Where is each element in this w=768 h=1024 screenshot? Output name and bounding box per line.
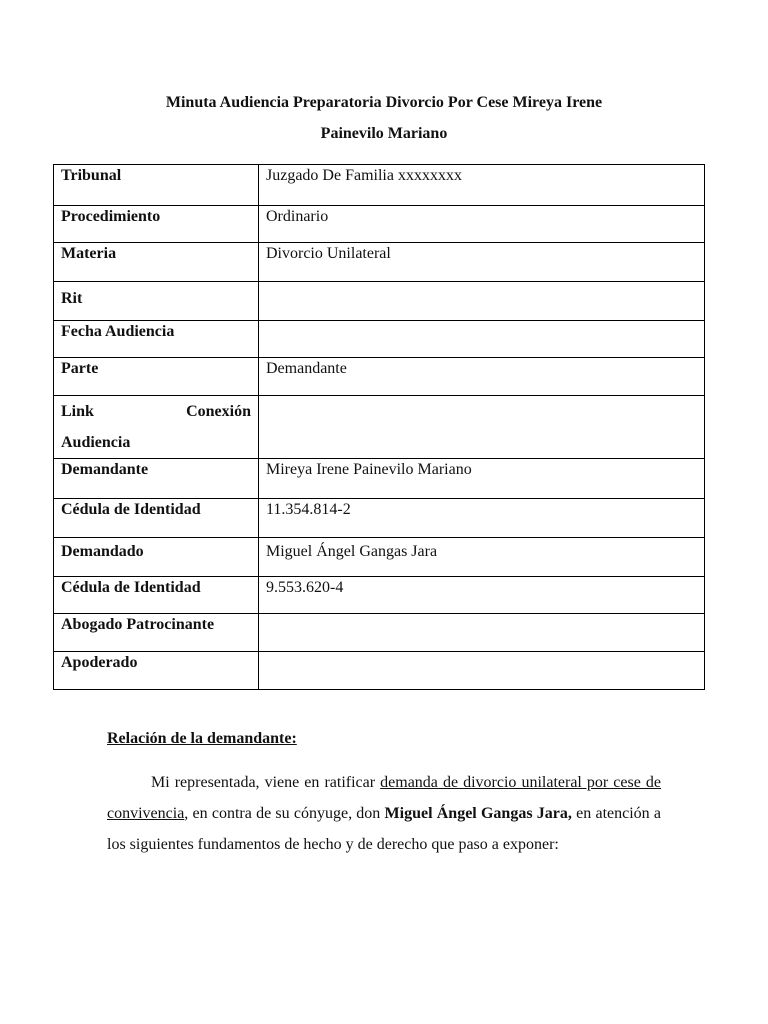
row-value-materia: Divorcio Unilateral [259,243,705,282]
row-label-demandante: Demandante [54,459,259,499]
row-label-parte: Parte [54,358,259,396]
row-value-demandante: Mireya Irene Painevilo Mariano [259,459,705,499]
table-row [54,321,705,358]
para-text-3: en atención a los siguientes fundamentos de hecho y de derecho que paso a exponer: [107,805,662,853]
row-value-procedimiento: Ordinario [259,206,705,243]
table-row [54,499,705,538]
document-title-line-2: Painevilo Mariano [320,125,448,142]
case-info-table [53,164,705,690]
table-row [54,206,705,243]
para-text-2: , en contra de su cónyuge, don [184,805,385,822]
table-row [54,358,705,396]
table-row [54,538,705,577]
row-label-rit: Rit [54,282,259,321]
row-value-parte: Demandante [259,358,705,396]
row-value-link-conexion-audiencia [259,396,705,459]
row-label-abogado-patrocinante: Abogado Patrocinante [54,614,259,652]
row-value-rit [259,282,705,321]
row-label-demandado: Demandado [54,538,259,577]
row-value-cedula-demandado: 9.553.620-4 [259,577,705,614]
row-value-apoderado [259,652,705,690]
para-defendant-name: Miguel Ángel Gangas Jara, [384,805,572,822]
row-label-cedula-demandado: Cédula de Identidad [54,577,259,614]
document-title-line-1: Minuta Audiencia Preparatoria Divorcio Por Cese Mireya Irene [165,94,603,111]
row-label-cedula-demandante: Cédula de Identidad [54,499,259,538]
row-label-tribunal: Tribunal [54,165,259,206]
section-heading: Relación de la demandante: [107,730,297,747]
row-value-tribunal: Juzgado De Familia xxxxxxxx [259,165,705,206]
table-row [54,165,705,206]
table-row [54,243,705,282]
row-label-apoderado: Apoderado [54,652,259,690]
table-row [54,614,705,652]
row-label-link-line-1: Link Conexión [61,403,251,420]
table-row [54,577,705,614]
row-value-demandado: Miguel Ángel Gangas Jara [259,538,705,577]
row-label-link-conexion-audiencia [54,396,259,459]
row-value-fecha-audiencia [259,321,705,358]
body-paragraph [107,767,661,860]
row-value-cedula-demandante: 11.354.814-2 [259,499,705,538]
row-label-materia: Materia [54,243,259,282]
table-row [54,396,705,459]
row-value-abogado-patrocinante [259,614,705,652]
para-underlined-phrase: demanda de divorcio unilateral por cese de convivencia [107,774,661,822]
table-row [54,282,705,321]
row-label-procedimiento: Procedimiento [54,206,259,243]
table-row [54,652,705,690]
row-label-fecha-audiencia: Fecha Audiencia [54,321,259,358]
table-row [54,459,705,499]
row-label-link-line-2: Audiencia [61,434,131,451]
para-text-1: Mi representada, viene en ratificar [151,774,381,791]
